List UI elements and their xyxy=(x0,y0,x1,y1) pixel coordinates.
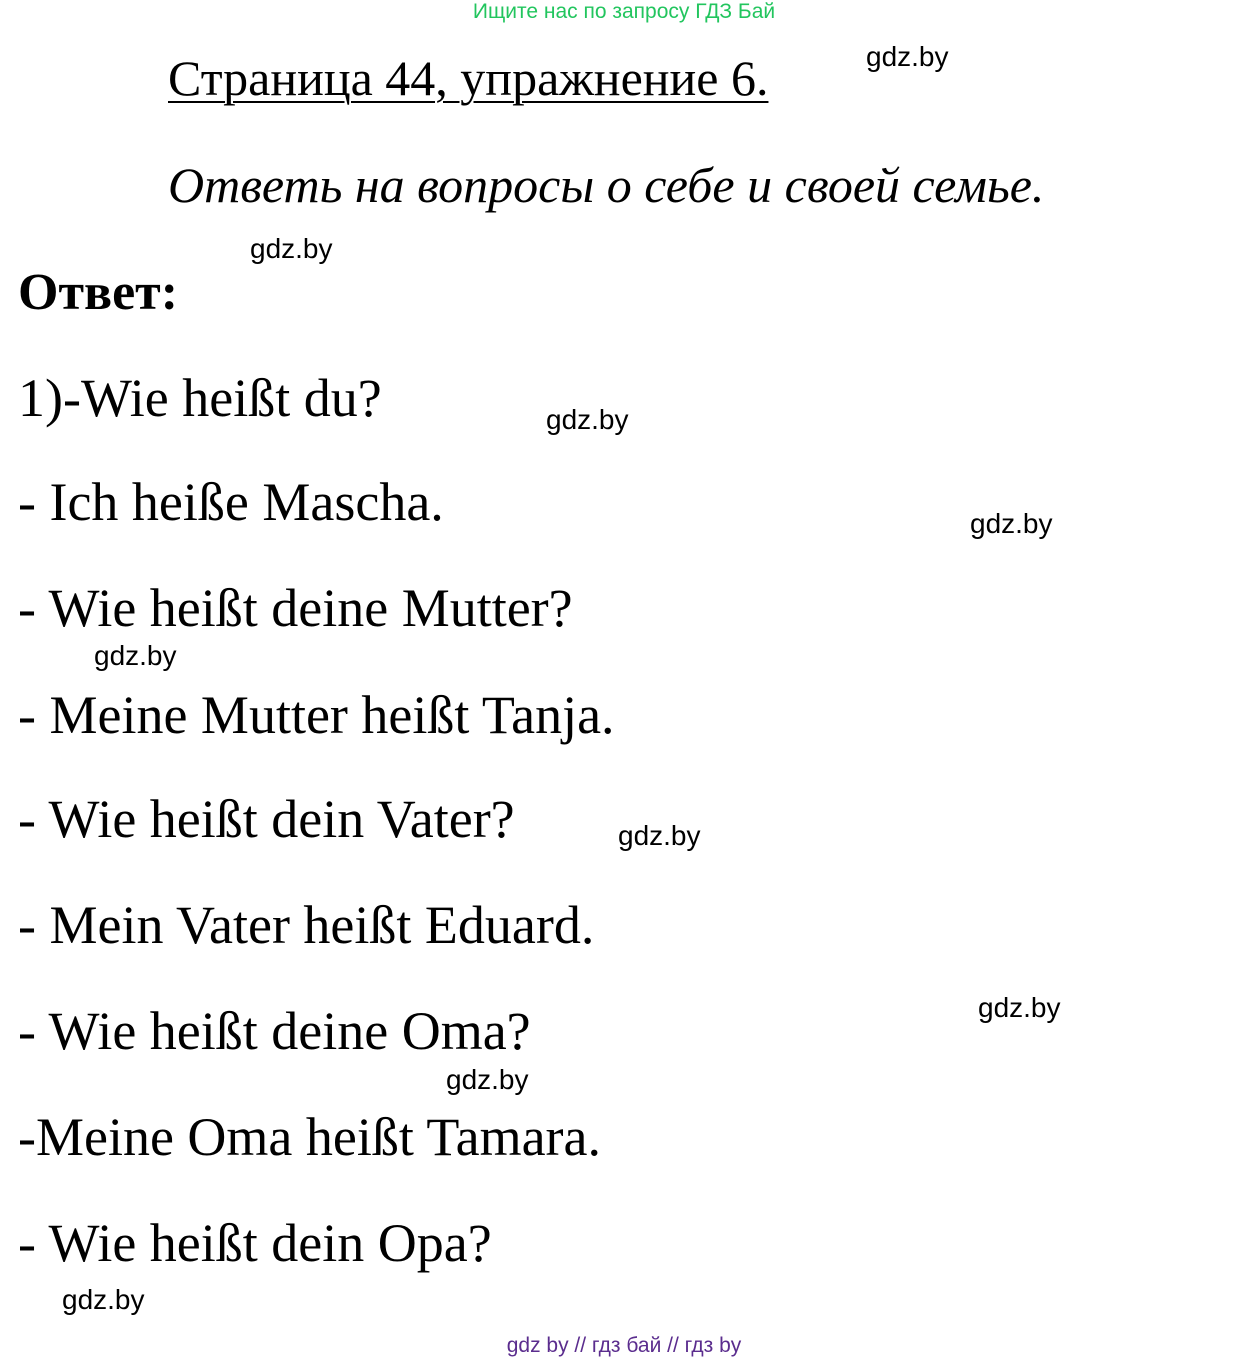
dialogue-line: -Meine Oma heißt Tamara. xyxy=(18,1107,602,1167)
answer-label: Ответ: xyxy=(18,264,179,321)
dialogue-line: - Ich heiße Mascha. xyxy=(18,472,444,532)
dialogue-line: - Meine Mutter heißt Tanja. xyxy=(18,685,615,745)
page-title: Страница 44, упражнение 6. xyxy=(168,50,769,106)
dialogue-line: 1)-Wie heißt du? xyxy=(18,368,382,428)
watermark: gdz.by xyxy=(250,233,333,264)
dialogue-line: - Wie heißt deine Oma? xyxy=(18,1001,531,1061)
watermark: gdz.by xyxy=(62,1284,145,1315)
watermark: gdz.by xyxy=(978,992,1061,1023)
dialogue-line: - Wie heißt dein Opa? xyxy=(18,1213,492,1273)
dialogue-line: - Wie heißt dein Vater? xyxy=(18,789,515,849)
watermark: gdz.by xyxy=(970,508,1053,539)
footer-watermark: gdz by // гдз бай // гдз by xyxy=(506,1334,742,1357)
watermark: gdz.by xyxy=(546,404,629,435)
dialogue-line: - Wie heißt deine Mutter? xyxy=(18,578,573,638)
watermark: gdz.by xyxy=(866,41,949,72)
watermark: gdz.by xyxy=(446,1064,529,1095)
task-text: Ответь на вопросы о себе и своей семье. xyxy=(168,157,1045,213)
watermark: gdz.by xyxy=(94,640,177,671)
watermark: gdz.by xyxy=(618,820,701,851)
search-banner: Ищите нас по запросу ГДЗ Бай xyxy=(472,0,776,23)
dialogue-line: - Mein Vater heißt Eduard. xyxy=(18,895,595,955)
